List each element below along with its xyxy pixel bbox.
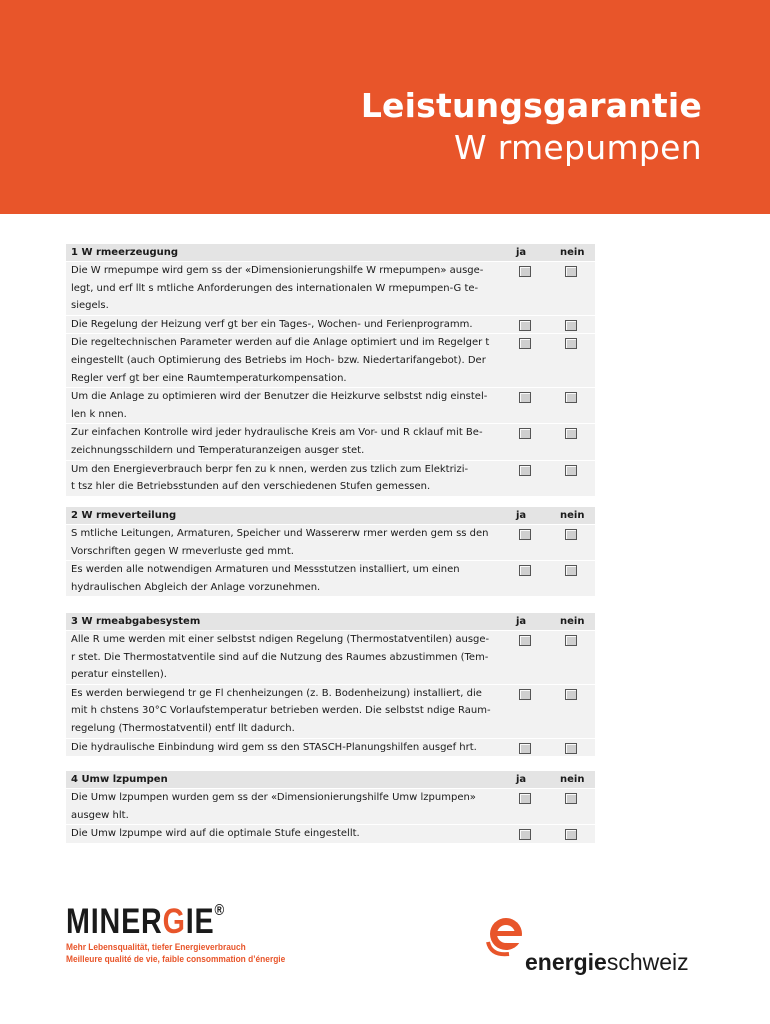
checkbox-nein[interactable] xyxy=(565,829,577,840)
section-header xyxy=(66,771,595,788)
row-text-line: Es werden berwiegend tr ge Fl chenheizungen (z. B. Bodenheizung) installiert, die xyxy=(71,687,482,699)
checkbox-nein[interactable] xyxy=(565,465,577,476)
checklist-row xyxy=(66,684,595,738)
row-text-line: len k nnen. xyxy=(71,408,127,420)
checkbox-ja[interactable] xyxy=(519,529,531,540)
section-2 xyxy=(66,507,595,596)
section-title: 2 W rmeverteilung xyxy=(71,510,177,521)
column-nein-label: nein xyxy=(560,774,585,785)
checklist-row xyxy=(66,261,595,315)
checkbox-ja[interactable] xyxy=(519,565,531,576)
checkbox-ja[interactable] xyxy=(519,829,531,840)
row-text-line: Die Umw lzpumpe wird auf die optimale Stufe eingestellt. xyxy=(71,828,360,840)
page-title: Leistungsgarantie xyxy=(360,86,702,125)
row-text-line: eingestellt (auch Optimierung des Betriebs im Hoch- bzw. Niedertarifangebot). Der xyxy=(71,354,486,366)
checklist-row xyxy=(66,560,595,596)
checklist-row xyxy=(66,630,595,684)
row-text-line: mit h chstens 30°C Vorlaufstemperatur betrieben werden. Die selbstst ndige Raum- xyxy=(71,705,491,717)
checkbox-ja[interactable] xyxy=(519,793,531,804)
checkbox-nein[interactable] xyxy=(565,743,577,754)
row-text-line: zeichnungsschildern und Temperaturanzeigen ausger stet. xyxy=(71,444,365,456)
row-text-line: regelung (Thermostatventil) entf llt dadurch. xyxy=(71,722,295,734)
column-ja-label: ja xyxy=(516,774,527,785)
row-text-line: Vorschriften gegen W rmeverluste ged mmt. xyxy=(71,545,294,557)
header-banner xyxy=(0,0,770,214)
row-text-line: legt, und erf llt s mtliche Anforderungen des internationalen W rmepumpen-G te- xyxy=(71,282,479,294)
checkbox-nein[interactable] xyxy=(565,392,577,403)
column-ja-label: ja xyxy=(516,247,527,258)
checklist-row xyxy=(66,333,595,387)
row-text-line: Die regeltechnischen Parameter werden auf die Anlage optimiert und im Regelger t xyxy=(71,337,490,349)
checklist-row xyxy=(66,387,595,423)
minergie-wordmark: MINERGIE® xyxy=(66,902,225,941)
checkbox-ja[interactable] xyxy=(519,743,531,754)
row-text-line: Regler verf gt ber eine Raumtemperaturkompensation. xyxy=(71,372,347,384)
page-subtitle: W rmepumpen xyxy=(453,128,702,167)
section-1 xyxy=(66,244,595,496)
column-nein-label: nein xyxy=(560,510,585,521)
row-text-line: hydraulischen Abgleich der Anlage vorzunehmen. xyxy=(71,581,321,593)
checkbox-ja[interactable] xyxy=(519,428,531,439)
checkbox-ja[interactable] xyxy=(519,266,531,277)
row-text-line: Es werden alle notwendigen Armaturen und Messstutzen installiert, um einen xyxy=(71,564,460,576)
checkbox-nein[interactable] xyxy=(565,529,577,540)
section-4 xyxy=(66,771,595,843)
row-text-line: t tsz hler die Betriebsstunden auf den verschiedenen Stufen gemessen. xyxy=(71,481,431,493)
column-nein-label: nein xyxy=(560,616,585,627)
minergie-tagline-fr: Meilleure qualité de vie, faible consommation d’énergie xyxy=(66,954,286,965)
checklist-row xyxy=(66,824,595,843)
checkbox-nein[interactable] xyxy=(565,338,577,349)
energieschweiz-e-icon xyxy=(485,912,525,958)
checkbox-ja[interactable] xyxy=(519,465,531,476)
row-text-line: S mtliche Leitungen, Armaturen, Speicher und Wassererw rmer werden gem ss den xyxy=(71,528,489,539)
row-text-line: siegels. xyxy=(71,300,109,312)
column-nein-label: nein xyxy=(560,247,585,258)
row-text-line: ausgew hlt. xyxy=(71,809,129,821)
checkbox-nein[interactable] xyxy=(565,266,577,277)
minergie-tagline-de: Mehr Lebensqualität, tiefer Energieverbrauch xyxy=(66,942,246,953)
checklist-row xyxy=(66,460,595,496)
row-text-line: Die Regelung der Heizung verf gt ber ein Tages-, Wochen- und Ferienprogramm. xyxy=(71,318,473,330)
section-3 xyxy=(66,613,595,756)
checkbox-nein[interactable] xyxy=(565,689,577,700)
checkbox-ja[interactable] xyxy=(519,392,531,403)
checkbox-ja[interactable] xyxy=(519,635,531,646)
row-text-line: r stet. Die Thermostatventile sind auf die Nutzung des Raumes abzustimmen (Tem- xyxy=(71,651,489,663)
checkbox-ja[interactable] xyxy=(519,320,531,331)
checklist-row xyxy=(66,788,595,824)
checklist-row xyxy=(66,738,595,757)
section-title: 3 W rmeabgabesystem xyxy=(71,616,201,627)
section-header xyxy=(66,507,595,524)
checkbox-nein[interactable] xyxy=(565,428,577,439)
row-text-line: Die Umw lzpumpen wurden gem ss der «Dimensionierungshilfe Umw lzpumpen» xyxy=(71,792,476,803)
checkbox-nein[interactable] xyxy=(565,320,577,331)
checklist-row xyxy=(66,315,595,334)
row-text-line: peratur einstellen). xyxy=(71,669,167,681)
checkbox-nein[interactable] xyxy=(565,793,577,804)
energieschweiz-wordmark: energieschweiz xyxy=(525,949,689,975)
section-header xyxy=(66,613,595,630)
row-text-line: Die hydraulische Einbindung wird gem ss den STASCH-Planungshilfen ausgef hrt. xyxy=(71,741,477,753)
checkbox-nein[interactable] xyxy=(565,565,577,576)
checklist-row xyxy=(66,423,595,459)
checkbox-nein[interactable] xyxy=(565,635,577,646)
checklist-row xyxy=(66,524,595,560)
column-ja-label: ja xyxy=(516,510,527,521)
section-title: 1 W rmeerzeugung xyxy=(71,247,179,258)
row-text-line: Zur einfachen Kontrolle wird jeder hydraulische Kreis am Vor- und R cklauf mit Be- xyxy=(71,427,483,439)
checkbox-ja[interactable] xyxy=(519,338,531,349)
section-header xyxy=(66,244,595,261)
column-ja-label: ja xyxy=(516,616,527,627)
checkbox-ja[interactable] xyxy=(519,689,531,700)
row-text-line: Um die Anlage zu optimieren wird der Benutzer die Heizkurve selbstst ndig einstel- xyxy=(71,391,488,403)
energieschweiz-logo xyxy=(485,912,689,975)
row-text-line: Alle R ume werden mit einer selbstst ndigen Regelung (Thermostatventilen) ausge- xyxy=(71,634,490,645)
row-text-line: Um den Energieverbrauch berpr fen zu k nnen, werden zus tzlich zum Elektrizi- xyxy=(71,463,469,475)
minergie-logo xyxy=(66,902,315,966)
row-text-line: Die W rmepumpe wird gem ss der «Dimensionierungshilfe W rmepumpen» ausge- xyxy=(71,265,484,276)
section-title: 4 Umw lzpumpen xyxy=(71,774,168,785)
